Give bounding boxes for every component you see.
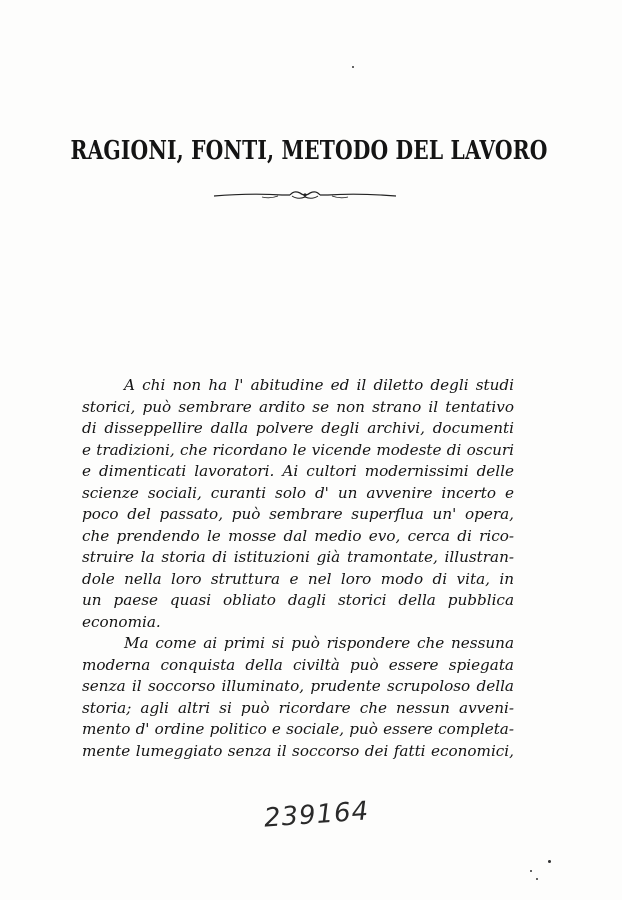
text-line: storici, può sembrare ardito se non strano il tentativo [82, 397, 514, 416]
decorative-rule-icon [212, 187, 398, 203]
text-line: senza il soccorso illuminato, prudente scrupoloso della [82, 677, 514, 695]
text-line: A chi non ha l' abitudine ed il diletto degli studi [124, 376, 514, 394]
handwritten-shelfmark: 239164 [263, 796, 371, 834]
text-line: moderna conquista della civiltà può essere spiegata [82, 655, 514, 674]
text-line: e dimenticati lavoratori. Ai cultori modernissimi delle [82, 462, 514, 480]
text-line: mente lumeggiato senza il soccorso dei fatti economici, [82, 741, 514, 760]
paper-speck [536, 878, 538, 880]
text-line: mento d' ordine politico e sociale, può essere completa- [82, 720, 514, 738]
paper-speck [352, 66, 354, 68]
chapter-title: RAGIONI, FONTI, METODO DEL LAVORO [70, 136, 548, 166]
text-line: un paese quasi obliato dagli storici della pubblica [82, 591, 514, 609]
text-line: di disseppellire dalla polvere degli archivi, documenti [82, 419, 514, 437]
text-line: scienze sociali, curanti solo d' un avvenire incerto e [82, 483, 514, 502]
text-line: struire la storia di istituzioni già tramontate, illustran- [82, 548, 514, 566]
text-line: poco del passato, può sembrare superflua un' opera, [82, 505, 514, 523]
text-line: dole nella loro struttura e nel loro modo di vita, in [82, 569, 514, 588]
body-text [82, 375, 514, 762]
text-line: storia; agli altri si può ricordare che nessun avveni- [82, 698, 514, 717]
paper-speck [548, 860, 551, 863]
paper-speck [530, 870, 532, 872]
text-line: e tradizioni, che ricordano le vicende modeste di oscuri [82, 440, 514, 459]
text-line: economia. [82, 612, 161, 631]
text-line: Ma come ai primi si può rispondere che nessuna [124, 634, 514, 652]
text-line: che prendendo le mosse dal medio evo, cerca di rico- [82, 526, 514, 545]
